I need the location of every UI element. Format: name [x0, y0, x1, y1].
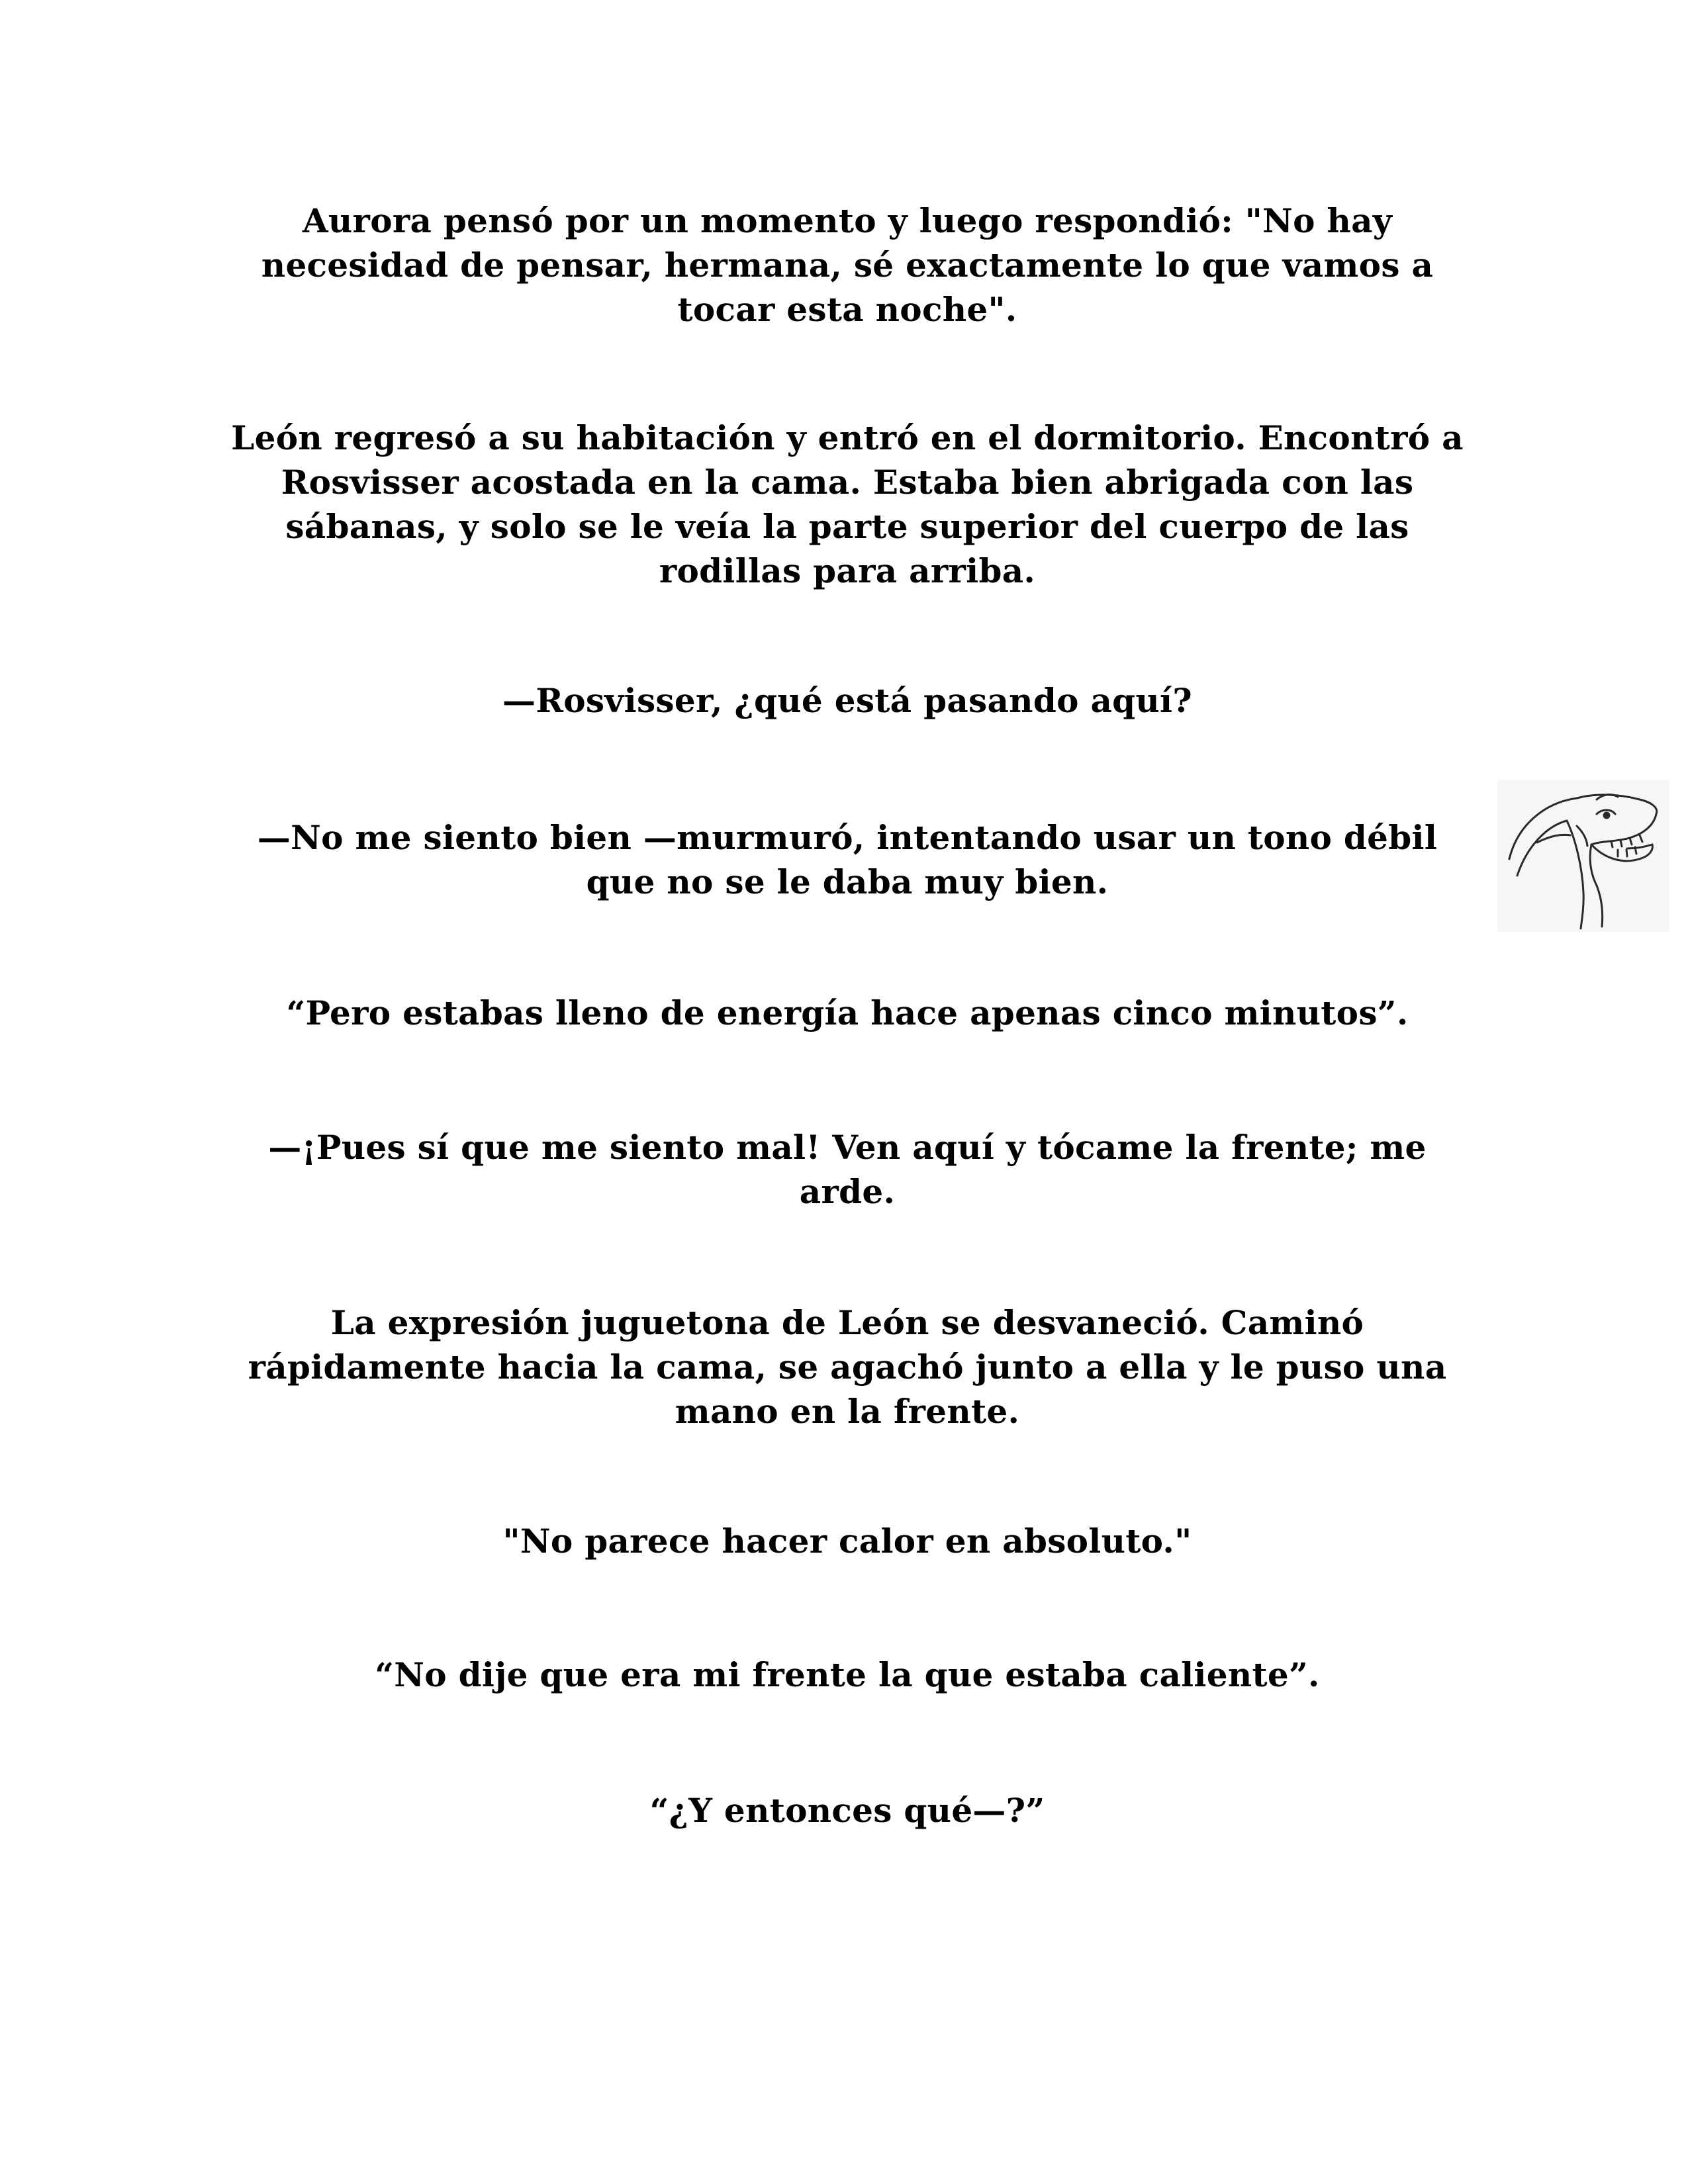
paragraph-9: “No dije que era mi frente la que estaba caliente”.	[375, 1655, 1320, 1694]
paragraph-2: León regresó a su habitación y entró en el dormitorio. Encontró a Rosvisser acostada en la cama. Estaba bien abrigada con las sábanas, y solo se le veía la parte superior del cuerpo de las rodillas para arriba.	[231, 418, 1464, 590]
paragraph-5: “Pero estabas lleno de energía hace apenas cinco minutos”.	[286, 993, 1409, 1032]
paragraph-10: “¿Y entonces qué—?”	[649, 1791, 1045, 1830]
paragraph-3: —Rosvisser, ¿qué está pasando aquí?	[502, 681, 1192, 720]
paragraph-4: —No me siento bien —murmuró, intentando usar un tono débil que no se le daba muy bien.	[257, 818, 1438, 901]
dinosaur-head-sketch-icon	[1497, 780, 1669, 932]
paragraph-6: —¡Pues sí que me siento mal! Ven aquí y tócame la frente; me arde.	[268, 1128, 1427, 1211]
paragraph-1: Aurora pensó por un momento y luego respondió: "No hay necesidad de pensar, hermana, sé exactamente lo que vamos a tocar esta noche".	[261, 201, 1434, 329]
paragraph-8: "No parece hacer calor en absoluto."	[502, 1522, 1192, 1561]
paragraph-7: La expresión juguetona de León se desvaneció. Caminó rápidamente hacia la cama, se agachó junto a ella y le puso una mano en la frente.	[248, 1303, 1447, 1431]
